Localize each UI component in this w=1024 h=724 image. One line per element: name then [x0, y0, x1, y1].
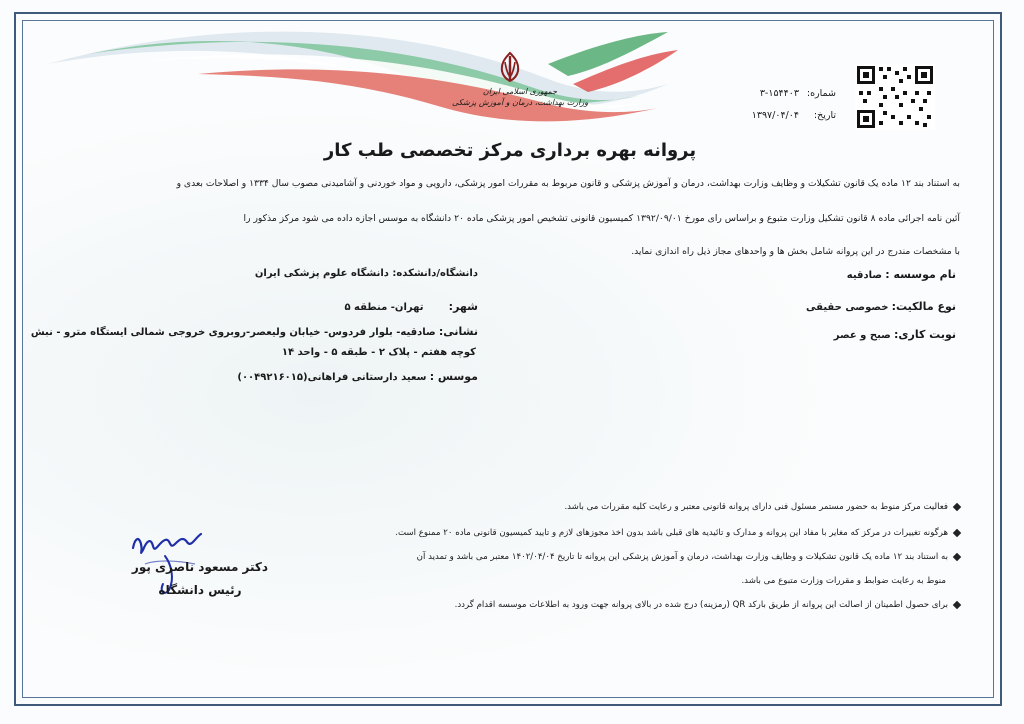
date-value: ۱۳۹۷/۰۴/۰۴ — [751, 110, 799, 121]
ministry-name — [440, 86, 600, 108]
field-label: نوبت کاری: — [894, 328, 956, 341]
page-title: پروانه بهره برداری مرکز تخصصی طب کار — [323, 140, 697, 161]
note-item — [395, 528, 960, 538]
note-item — [455, 600, 960, 610]
founder-label: موسس : — [429, 370, 478, 383]
signer-role: رئیس دانشگاه — [158, 583, 242, 597]
ministry-line-1: جمهوری اسلامی ایران — [482, 87, 558, 96]
number-value: ۳-۱۵۴۴۰۳ — [759, 88, 799, 99]
date-row — [752, 110, 836, 121]
note-text: هرگونه تغییرات در مرکز که مغایر با مفاد این پروانه و مدارک و تائیدیه های قبلی باشد بدون اخذ مجوزهای لازم و تایید کمیسیون قانونی ماده ۲۰ ممنوع است. — [395, 528, 948, 538]
iran-emblem-icon — [493, 50, 527, 84]
work-shift-field — [834, 328, 956, 341]
city-label: شهر: — [448, 300, 478, 313]
university-field — [255, 268, 478, 279]
ministry-line-2: وزارت بهداشت، درمان و آموزش پزشکی — [451, 98, 589, 107]
address-field — [31, 325, 478, 338]
university-value: دانشگاه/دانشکده: دانشگاه علوم پزشکی ایران — [254, 268, 478, 279]
note-item — [417, 552, 960, 562]
signer-block — [130, 556, 270, 602]
number-label: شماره: — [806, 88, 836, 99]
date-label: تاریخ: — [813, 110, 836, 121]
field-label: نوع مالکیت: — [891, 300, 956, 313]
address-line-2: کوچه هفتم - پلاک ۲ - طبقه ۵ - واحد ۱۴ — [281, 347, 476, 358]
ownership-type-field — [806, 300, 956, 313]
bullet-icon — [953, 528, 961, 536]
field-label: نام موسسه : — [885, 268, 956, 281]
city-field — [344, 300, 478, 313]
preamble-line: آئین نامه اجرائی ماده ۸ قانون تشکیل وزارت متبوع و براساس رای مورخ ۱۳۹۲/۰۹/۰۱ کمیسیون قانونی تشخیص امور پزشکی ماده ۲۰ دانشگاه به موسس اجازه داده می شود مرکز مذکور را — [243, 213, 960, 224]
preamble-line: به استناد بند ۱۲ ماده یک قانون تشکیلات و وظایف وزارت بهداشت، درمان و آموزش پزشکی و قانون مربوط به مقررات امور پزشکی، دارویی و مواد خوردنی و آشامیدنی مصوب سال ۱۳۳۴ و اصلاحات بعدی و — [176, 178, 960, 189]
number-row — [760, 88, 836, 99]
note-text: به استناد بند ۱۲ ماده یک قانون تشکیلات و وظایف وزارت بهداشت، درمان و آموزش پزشکی این پروانه تا تاریخ ۱۴۰۲/۰۴/۰۴ معتبر می باشد و تمدید آن — [416, 552, 948, 562]
note-item — [564, 502, 960, 512]
note-item-continuation — [741, 576, 946, 586]
address-label: نشانی: — [438, 325, 478, 338]
field-value: صادقیه — [846, 270, 883, 281]
bullet-icon — [953, 600, 961, 608]
address-line-1: صادقیه- بلوار فردوس- خیابان ولیعصر-روبروی خروجی شمالی ایستگاه مترو - نبش — [30, 327, 436, 338]
field-value: خصوصی حقیقی — [806, 302, 889, 313]
founder-value: سعید دارستانی فراهانی(۰۰۴۹۲۱۶۰۱۵) — [237, 372, 427, 383]
address-continuation — [282, 347, 476, 358]
institution-name-field — [847, 268, 956, 281]
note-text: منوط به رعایت ضوابط و مقررات وزارت متبوع می باشد. — [741, 576, 946, 586]
bullet-icon — [953, 552, 961, 560]
field-value: صبح و عصر — [833, 330, 891, 341]
note-text: فعالیت مرکز منوط به حضور مستمر مسئول فنی دارای پروانه قانونی معتبر و رعایت کلیه مقررات می باشد. — [564, 502, 948, 512]
qr-code-icon — [855, 64, 935, 130]
city-value: تهران- منطقه ۵ — [344, 302, 424, 313]
note-text: برای حصول اطمینان از اصالت این پروانه از طریق بارکد QR (رمزینه) درج شده در بالای پروانه جهت ورود به اطلاعات موسسه اقدام گردد. — [454, 600, 948, 610]
bullet-icon — [953, 502, 961, 510]
preamble-line: با مشخصات مندرج در این پروانه شامل بخش ها و واحدهای مجاز ذیل راه اندازی نماید. — [631, 246, 960, 257]
signer-name: دکتر مسعود ناصری پور — [131, 560, 269, 574]
founder-field — [237, 370, 478, 383]
